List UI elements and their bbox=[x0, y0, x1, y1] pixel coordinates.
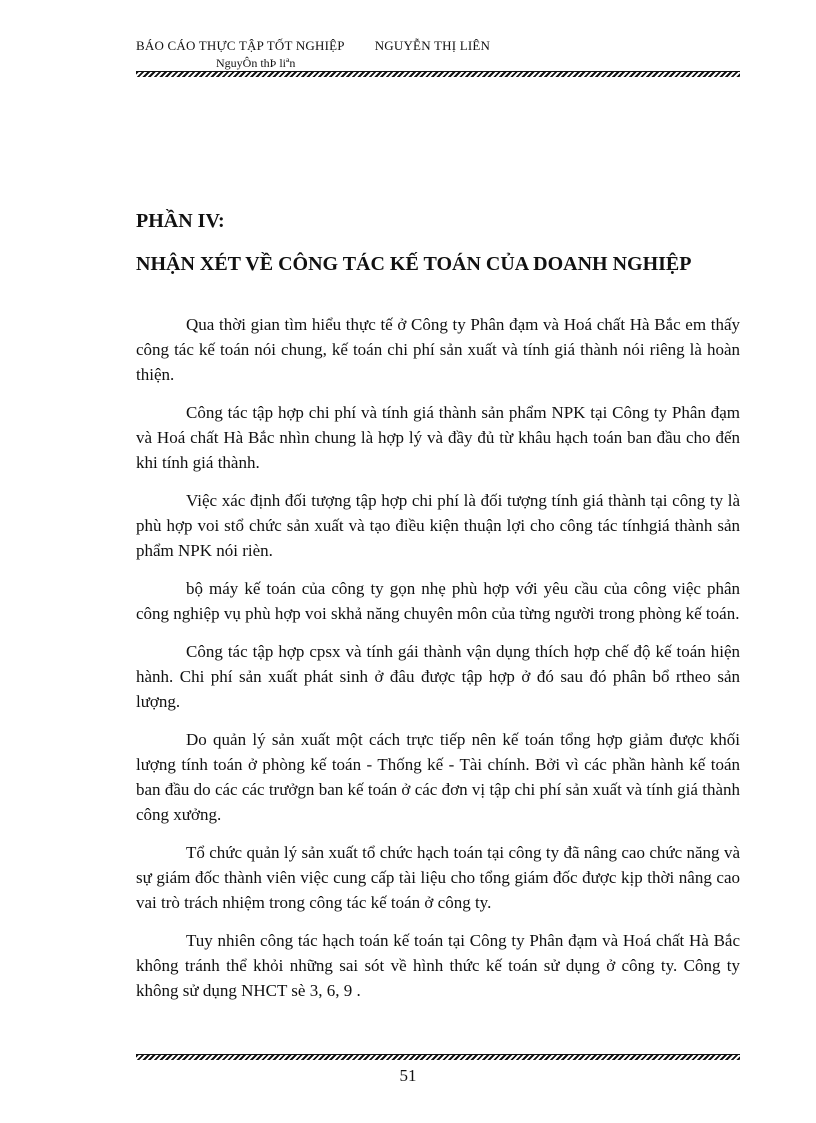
header-line bbox=[136, 38, 740, 54]
header-divider bbox=[136, 71, 740, 77]
paragraph: Việc xác định đối tượng tập hợp chi phí là đối tượng tính giá thành tại công ty là phù hợp voi stổ chức sản xuất và tạo điều kiện thuận lợi cho công tác tínhgiá thành sản phẩm NPK nói rièn. bbox=[136, 491, 740, 560]
paragraph: Tuy nhiên công tác hạch toán kế toán tại Công ty Phân đạm và Hoá chất Hà Bắc không tránh thể khỏi những sai sót về hình thức kế toán sử dụng ở công ty. Công ty không sử dụng NHCT sè 3, 6, 9 . bbox=[136, 931, 740, 1000]
paragraph: Do quản lý sản xuất một cách trực tiếp nên kế toán tổng hợp giảm được khối lượng tính toán ở phòng kế toán - Thống kế - Tài chính. Bởi vì các phần hành kế toán ban đầu do các các trưởgn ban kế toán ở các đơn vị tập chi phí sản xuất và tính giá thành công xưởng. bbox=[136, 730, 740, 824]
section-number: PHẦN IV: bbox=[136, 210, 225, 232]
page-header bbox=[136, 38, 740, 71]
paragraph: Công tác tập hợp chi phí và tính giá thành sản phẩm NPK tại Công ty Phân đạm và Hoá chất Hà Bắc nhìn chung là hợp lý và đầy đủ từ khâu hạch toán ban đầu cho đến khi tính giá thành. bbox=[136, 403, 740, 472]
header-subline: NguyÔn thÞ liªn bbox=[216, 56, 296, 70]
page-number: 51 bbox=[399, 1066, 417, 1085]
paragraph: Tổ chức quản lý sản xuất tổ chức hạch toán tại công ty đã nâng cao chức năng và sự giám đốc thành viên việc cung cấp tài liệu cho tổng giám đốc được kịp thời nâng cao vai trò trách nhiệm trong công tác kế toán ở công ty. bbox=[136, 843, 740, 912]
report-title: BÁO CÁO THỰC TẬP TỐT NGHIỆP bbox=[136, 38, 345, 53]
author-name: NGUYỄN THỊ LIÊN bbox=[374, 38, 491, 53]
paragraph: bộ máy kế toán của công ty gọn nhẹ phù hợp với yêu cầu của công việc phân công nghiệp vụ phù hợp voi skhả năng chuyên môn của từng người trong phòng kế toán. bbox=[136, 579, 740, 623]
footer-divider bbox=[136, 1054, 740, 1060]
paragraph: Qua thời gian tìm hiểu thực tế ở Công ty Phân đạm và Hoá chất Hà Bắc em thấy công tác kế toán nói chung, kế toán chi phí sản xuất và tính giá thành nói riêng là hoàn thiện. bbox=[136, 315, 740, 384]
section-heading: NHẬN XÉT VỀ CÔNG TÁC KẾ TOÁN CỦA DOANH NGHIỆP bbox=[136, 253, 692, 275]
body-text bbox=[136, 312, 740, 1016]
paragraph: Công tác tập hợp cpsx và tính gái thành vận dụng thích hợp chế độ kế toán hiện hành. Chi phí sản xuất phát sinh ở đâu được tập hợp ở đó sau đó phân bổ rtheo sản lượng. bbox=[136, 642, 740, 711]
